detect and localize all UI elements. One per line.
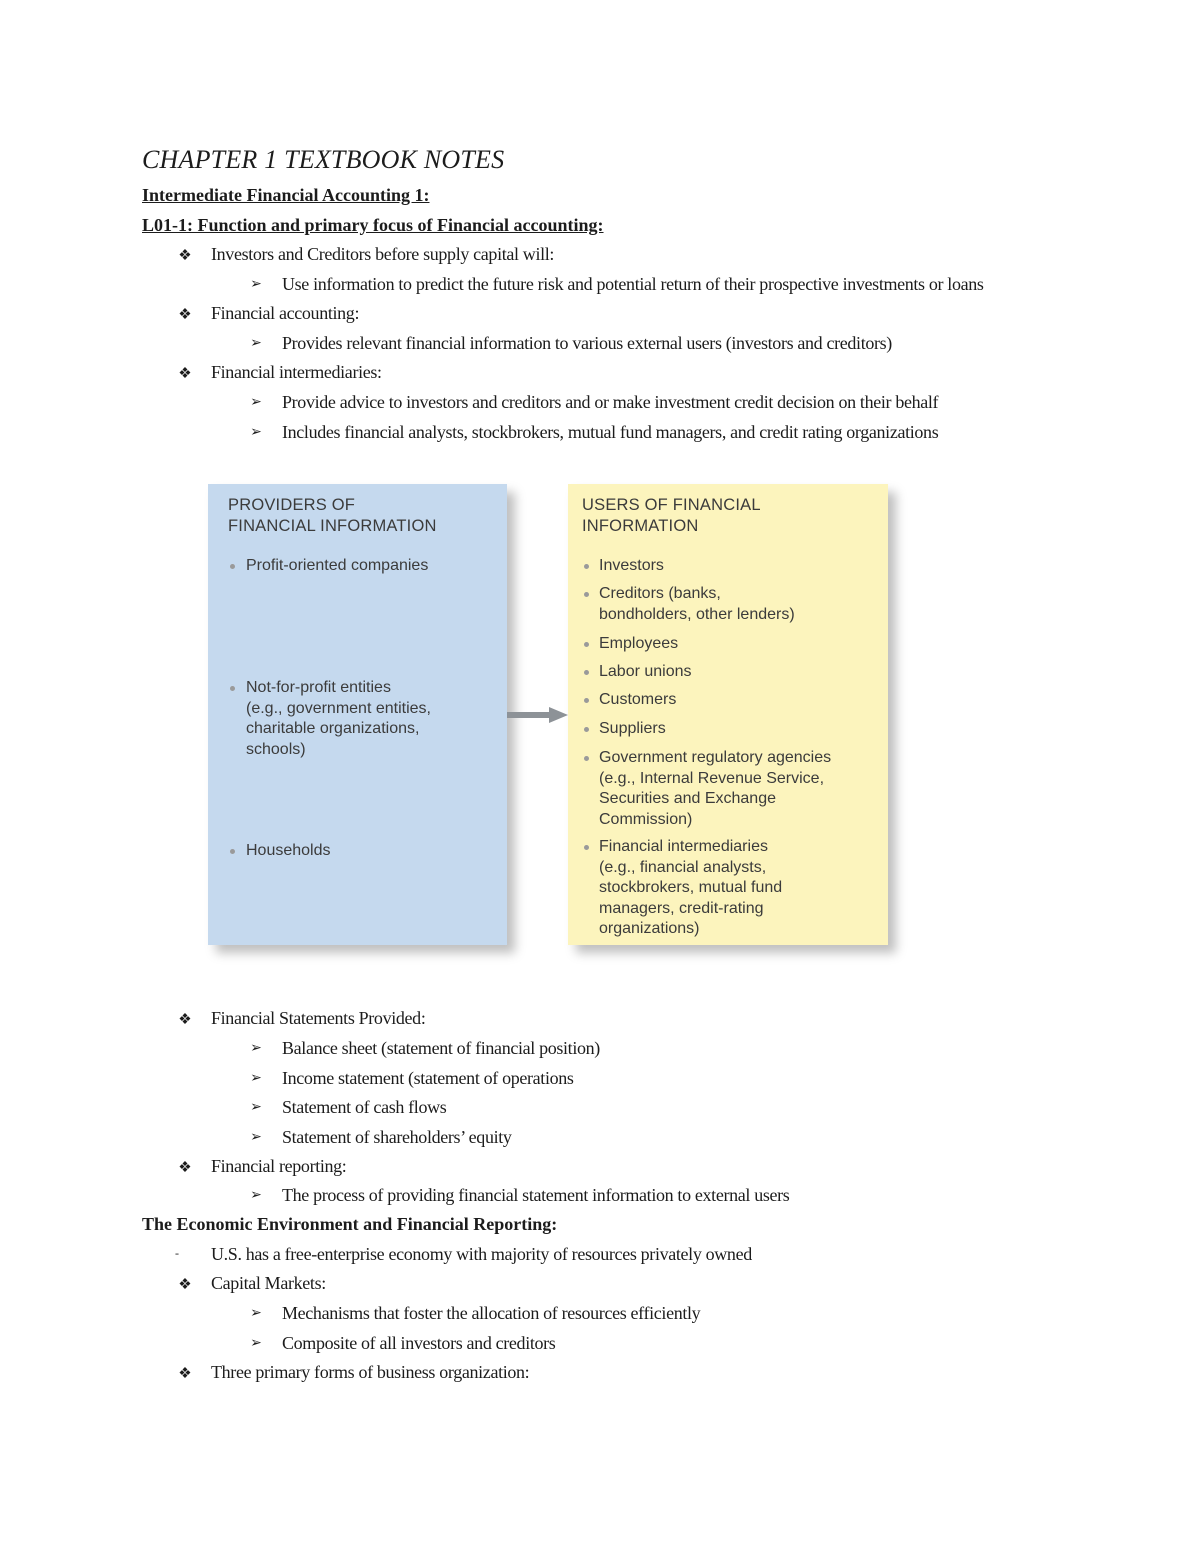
- bullet-text: Financial Statements Provided:: [211, 1008, 426, 1028]
- user-item: Creditors (banks, bondholders, other lenders): [599, 585, 795, 623]
- sub-bullet-text: The process of providing financial statement information to external users: [282, 1185, 790, 1205]
- sub-bullet-text: Includes financial analysts, stockbrokers, mutual fund managers, and credit rating organizations: [282, 422, 939, 442]
- bullet-dot: [584, 845, 589, 850]
- provider-item: Households: [246, 842, 331, 859]
- bullet-dot: [584, 727, 589, 732]
- bullet-text: Financial reporting:: [211, 1156, 347, 1176]
- bullet-dot: [584, 756, 589, 761]
- bullet-dot: [584, 642, 589, 647]
- providers-title: PROVIDERS OF FINANCIAL INFORMATION: [228, 496, 437, 535]
- user-item: Investors: [599, 557, 664, 574]
- diamond-bullet-icon: ❖: [178, 248, 192, 264]
- bullet-dot: [230, 686, 235, 691]
- arrow-bullet-icon: ➢: [250, 1041, 262, 1056]
- user-item: Suppliers: [599, 720, 666, 737]
- bullet-text: U.S. has a free-enterprise economy with majority of resources privately owned: [211, 1244, 752, 1264]
- sub-bullet-text: Provides relevant financial information to various external users (investors and creditors): [282, 333, 892, 353]
- providers-panel: [208, 484, 507, 945]
- bullet-text: Investors and Creditors before supply capital will:: [211, 244, 555, 264]
- arrow-bullet-icon: ➢: [250, 425, 262, 440]
- bullet-dot: [584, 564, 589, 569]
- bullet-text: Capital Markets:: [211, 1273, 326, 1293]
- sub-bullet-text: Statement of shareholders’ equity: [282, 1127, 512, 1147]
- user-item: Labor unions: [599, 663, 692, 680]
- diamond-bullet-icon: ❖: [178, 366, 192, 382]
- arrow-bullet-icon: ➢: [250, 395, 262, 410]
- bullet-dot: [230, 564, 235, 569]
- bullet-text: Three primary forms of business organization:: [211, 1362, 530, 1382]
- page-title: CHAPTER 1 TEXTBOOK NOTES: [142, 145, 505, 174]
- diamond-bullet-icon: ❖: [178, 1160, 192, 1176]
- arrow-bullet-icon: ➢: [250, 336, 262, 351]
- diamond-bullet-icon: ❖: [178, 1012, 192, 1028]
- provider-item: Not-for-profit entities (e.g., government entities, charitable organizations, schools): [246, 679, 431, 758]
- arrow-bullet-icon: ➢: [250, 1336, 262, 1351]
- flow-arrow-icon: [507, 705, 570, 725]
- lo-heading: L01-1: Function and primary focus of Financial accounting:: [142, 215, 604, 235]
- user-item: Government regulatory agencies (e.g., Internal Revenue Service, Securities and Exchange Commission): [599, 749, 832, 828]
- sub-bullet-text: Balance sheet (statement of financial position): [282, 1038, 600, 1058]
- bullet-dot: [584, 670, 589, 675]
- user-item: Financial intermediaries (e.g., financial analysts, stockbrokers, mutual fund managers, credit-rating organizations): [599, 838, 783, 937]
- sub-bullet-text: Composite of all investors and creditors: [282, 1333, 556, 1353]
- users-title: USERS OF FINANCIAL INFORMATION: [582, 496, 761, 535]
- users-panel: [568, 484, 888, 945]
- arrow-bullet-icon: ➢: [250, 1306, 262, 1321]
- diamond-bullet-icon: ❖: [178, 1366, 192, 1382]
- bullet-dot: [584, 698, 589, 703]
- arrow-bullet-icon: ➢: [250, 1188, 262, 1203]
- course-heading: Intermediate Financial Accounting 1:: [142, 185, 430, 205]
- dash-bullet-icon: -: [175, 1246, 179, 1260]
- bullet-dot: [230, 849, 235, 854]
- provider-item: Profit-oriented companies: [246, 557, 429, 574]
- sub-bullet-text: Provide advice to investors and creditors and or make investment credit decision on their behalf: [282, 392, 939, 412]
- bullet-text: Financial intermediaries:: [211, 362, 382, 382]
- sub-bullet-text: Income statement (statement of operations: [282, 1068, 574, 1088]
- user-item: Customers: [599, 691, 677, 708]
- arrow-bullet-icon: ➢: [250, 1130, 262, 1145]
- sub-bullet-text: Statement of cash flows: [282, 1097, 447, 1117]
- section-heading: The Economic Environment and Financial Reporting:: [142, 1214, 558, 1234]
- arrow-bullet-icon: ➢: [250, 1100, 262, 1115]
- arrow-bullet-icon: ➢: [250, 277, 262, 292]
- bullet-text: Financial accounting:: [211, 303, 360, 323]
- diamond-bullet-icon: ❖: [178, 1277, 192, 1293]
- sub-bullet-text: Use information to predict the future risk and potential return of their prospective investments or loans: [282, 274, 984, 294]
- sub-bullet-text: Mechanisms that foster the allocation of resources efficiently: [282, 1303, 701, 1323]
- user-item: Employees: [599, 635, 679, 652]
- bullet-dot: [584, 592, 589, 597]
- diamond-bullet-icon: ❖: [178, 307, 192, 323]
- arrow-bullet-icon: ➢: [250, 1071, 262, 1086]
